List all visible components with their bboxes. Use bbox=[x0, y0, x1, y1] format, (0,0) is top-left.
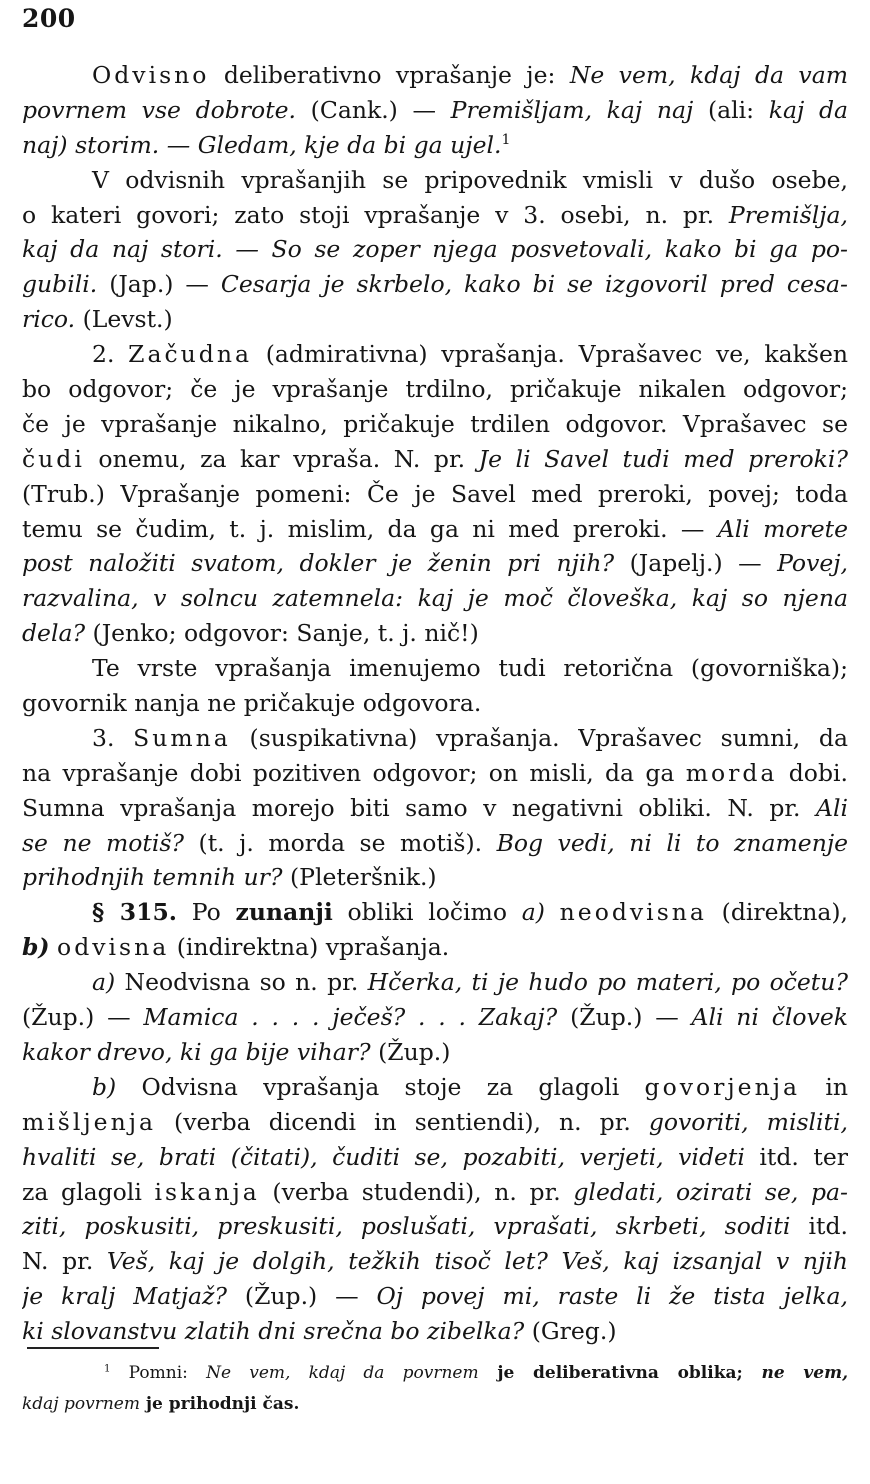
text-line: bo odgovor; če je vprašanje trdilno, pričakuje nikalen odgovor; bbox=[22, 375, 848, 404]
text-line: za glagoli iskanja (verba studendi), n. pr. gledati, ozirati se, pa- bbox=[22, 1177, 848, 1206]
text-line: post naložiti svatom, dokler je ženin pri njih? (Japelj.) — Povej, bbox=[22, 549, 848, 578]
footnote-line: $^1$ Pomni: Ne vem, kdaj da povrnem je deliberativna oblika; ne vem, bbox=[104, 1363, 848, 1383]
page-number: 200 bbox=[22, 4, 76, 33]
text-line: 2. Začudna (admirativna) vprašanja. Vprašavec ve, kakšen bbox=[92, 340, 848, 369]
text-line: hvaliti se, brati (čitati), čuditi se, pozabiti, verjeti, videti itd. ter bbox=[22, 1142, 848, 1171]
text-line: dela? (Jenko; odgovor: Sanje, t. j. nič!) bbox=[22, 619, 479, 648]
section-number: § 315. bbox=[92, 898, 177, 927]
text-line: a) Neodvisna so n. pr. Hčerka, ti je hudo po materi, po očetu? bbox=[92, 968, 848, 997]
section-heading-line: § 315. Po zunanji obliki ločimo a) neodvisna (direktna), bbox=[92, 898, 848, 927]
text-line: Te vrste vprašanja imenujemo tudi retorična (govorniška); bbox=[92, 654, 848, 683]
text-line: povrnem vse dobrote. (Cank.) — Premišljam, kaj naj (ali: kaj da bbox=[22, 95, 848, 124]
footnote bbox=[22, 1358, 848, 1420]
text-line: ki slovanstvu zlatih dni srečna bo zibelka? (Greg.) bbox=[22, 1317, 617, 1346]
text-line: (Trub.) Vprašanje pomeni: Če je Savel med preroki, povej; toda bbox=[22, 479, 848, 508]
text-line: mišljenja (verba dicendi in sentiendi), n. pr. govoriti, misliti, bbox=[22, 1107, 848, 1136]
text-line: temu se čudim, t. j. mislim, da ga ni med preroki. — Ali morete bbox=[22, 514, 848, 543]
text-line: če je vprašanje nikalno, pričakuje trdilen odgovor. Vprašavec se bbox=[22, 409, 848, 438]
text-line: naj) storim. — Gledam, kje da bi ga ujel.$^1$ bbox=[22, 130, 511, 159]
footnote-line: kdaj povrnem je prihodnji čas. bbox=[22, 1394, 300, 1414]
footnote-number: 1 bbox=[104, 1363, 111, 1375]
text-line: prihodnjih temnih ur? (Pleteršnik.) bbox=[22, 863, 437, 892]
text-line: o kateri govori; zato stoji vprašanje v 3. osebi, n. pr. Premišlja, bbox=[22, 200, 848, 229]
text-line: razvalina, v solncu zatemnela: kaj je moč človeška, kaj so njena bbox=[22, 584, 848, 613]
text-line: V odvisnih vprašanjih se pripovednik vmisli v dušo osebe, bbox=[92, 165, 848, 194]
text-line: 3. Sumna (suspikativna) vprašanja. Vprašavec sumni, da bbox=[92, 723, 848, 752]
text-line: se ne motiš? (t. j. morda se motiš). Bog vedi, ni li to znamenje bbox=[22, 828, 848, 857]
text-line: čudi onemu, za kar vpraša. N. pr. Je li Savel tudi med preroki? bbox=[22, 444, 848, 473]
text-line: gubili. (Jap.) — Cesarja je skrbelo, kako bi se izgovoril pred cesa- bbox=[22, 270, 848, 299]
body-text bbox=[22, 58, 848, 1349]
footnote-rule bbox=[27, 1347, 159, 1349]
text-line: na vprašanje dobi pozitiven odgovor; on misli, da ga morda dobi. bbox=[22, 758, 848, 787]
text-line: Odvisno deliberativno vprašanje je: Ne vem, kdaj da vam bbox=[92, 61, 848, 89]
footnote-marker: 1 bbox=[501, 131, 511, 148]
text-line: kaj da naj stori. — So se zoper njega posvetovali, kako bi ga po- bbox=[22, 235, 848, 264]
text-line: govornik nanja ne pričakuje odgovora. bbox=[22, 689, 482, 718]
text-line: Sumna vprašanja morejo biti samo v negativni obliki. N. pr. Ali bbox=[22, 793, 848, 822]
text-line: (Žup.) — Mamica . . . . ječeš? . . . Zakaj? (Žup.) — Ali ni človek bbox=[22, 1003, 848, 1032]
text-line: ziti, poskusiti, preskusiti, poslušati, vprašati, skrbeti, soditi itd. bbox=[22, 1212, 848, 1241]
text-line: rico. (Levst.) bbox=[22, 305, 173, 334]
text-line: je kralj Matjaž? (Žup.) — Oj povej mi, raste li že tista jelka, bbox=[22, 1282, 848, 1311]
text-line: b) Odvisna vprašanja stoje za glagoli govorjenja in bbox=[92, 1072, 848, 1101]
text-line: b) odvisna (indirektna) vprašanja. bbox=[22, 933, 450, 962]
text-line: kakor drevo, ki ga bije vihar? (Žup.) bbox=[22, 1037, 451, 1066]
text-line: N. pr. Veš, kaj je dolgih, težkih tisoč let? Veš, kaj izsanjal v njih bbox=[22, 1247, 848, 1276]
